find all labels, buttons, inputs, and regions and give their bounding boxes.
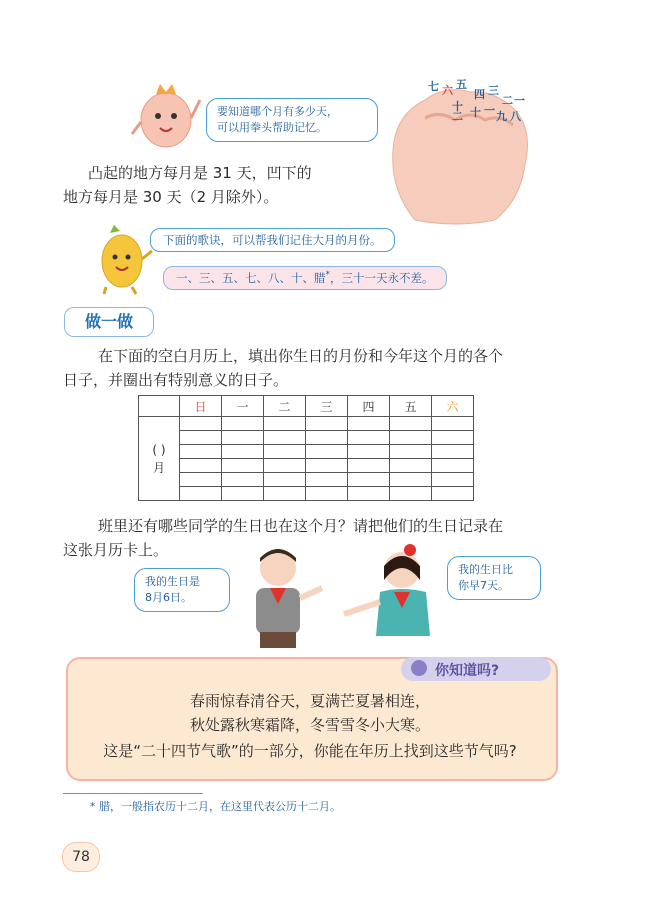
- header-sat: 六: [432, 396, 474, 417]
- day-cell[interactable]: [222, 445, 264, 459]
- boy-illustration: [240, 540, 330, 650]
- did-you-know-tag: [401, 657, 551, 681]
- intro-line-1: 凸起的地方每月是 31 天，凹下的: [88, 164, 312, 182]
- poem-question: 这是“二十四节气歌”的一部分，你能在年历上找到这些节气吗?: [103, 742, 517, 760]
- boy-speech-bubble: 我的生日是 8月6日。: [134, 568, 230, 612]
- day-cell[interactable]: [180, 473, 222, 487]
- poem-line-1: 春雨惊春清谷天，夏满芒夏暑相连，: [189, 692, 430, 710]
- day-cell[interactable]: [348, 417, 390, 431]
- girl-illustration: [340, 540, 440, 650]
- day-cell[interactable]: [390, 487, 432, 501]
- day-cell[interactable]: [348, 431, 390, 445]
- day-cell[interactable]: [306, 431, 348, 445]
- rhyme-hint-bubble: 下面的歌诀，可以帮我们记住大月的月份。: [150, 228, 395, 252]
- day-cell[interactable]: [432, 459, 474, 473]
- day-cell[interactable]: [222, 487, 264, 501]
- activity-title: 做一做: [64, 307, 154, 337]
- day-cell[interactable]: [180, 417, 222, 431]
- poem-line-2: 秋处露秋寒霜降，冬雪雪冬小大寒。: [189, 716, 430, 734]
- day-cell[interactable]: [264, 431, 306, 445]
- classmates-line-2: 这张月历卡上。: [63, 541, 169, 559]
- day-cell[interactable]: [264, 487, 306, 501]
- knuckle-labels: 七 六 五 四 三 二 一 十 二 十 一 九 八: [428, 78, 525, 123]
- header-fri: 五: [390, 396, 432, 417]
- rhyme-text-a: 一、三、五、七、八、十、腊: [176, 271, 326, 285]
- day-cell[interactable]: [180, 487, 222, 501]
- yellow-mascot-icon: [92, 225, 154, 295]
- day-cell[interactable]: [306, 459, 348, 473]
- day-cell[interactable]: [390, 445, 432, 459]
- day-cell[interactable]: [222, 431, 264, 445]
- day-cell[interactable]: [264, 473, 306, 487]
- classmates-line-1: 班里还有哪些同学的生日也在这个月？请把他们的生日记录在: [98, 517, 504, 535]
- blank-month-calendar: [138, 395, 474, 501]
- day-cell[interactable]: [432, 417, 474, 431]
- day-cell[interactable]: [264, 417, 306, 431]
- day-cell[interactable]: [348, 459, 390, 473]
- day-cell[interactable]: [348, 473, 390, 487]
- did-you-know-label: 你知道吗?: [435, 663, 500, 679]
- day-cell[interactable]: [264, 459, 306, 473]
- day-cell[interactable]: [222, 459, 264, 473]
- day-cell[interactable]: [222, 417, 264, 431]
- day-cell[interactable]: [180, 445, 222, 459]
- day-cell[interactable]: [264, 445, 306, 459]
- header-mon: 一: [222, 396, 264, 417]
- day-cell[interactable]: [432, 445, 474, 459]
- footnote-text: * 腊，一般指农历十二月，在这里代表公历十二月。: [90, 800, 341, 813]
- day-cell[interactable]: [348, 445, 390, 459]
- month-label-cell: [139, 417, 180, 501]
- footnote-rule: [63, 793, 203, 794]
- day-cell[interactable]: [390, 473, 432, 487]
- month-blank: ( ): [152, 442, 166, 457]
- day-cell[interactable]: [432, 431, 474, 445]
- rhyme-text-b: ，三十一天永不差。: [330, 271, 434, 285]
- header-tue: 二: [264, 396, 306, 417]
- girl-speech-bubble: 我的生日比 你早7天。: [447, 556, 541, 600]
- rhyme-text: [163, 266, 447, 290]
- day-cell[interactable]: [390, 417, 432, 431]
- day-cell[interactable]: [222, 473, 264, 487]
- day-cell[interactable]: [180, 459, 222, 473]
- day-cell[interactable]: [348, 487, 390, 501]
- fist-hint-bubble: 要知道哪个月有多少天， 可以用拳头帮助记忆。: [206, 98, 378, 142]
- day-cell[interactable]: [306, 487, 348, 501]
- day-cell[interactable]: [306, 445, 348, 459]
- header-wed: 三: [306, 396, 348, 417]
- day-cell[interactable]: [432, 487, 474, 501]
- page-number: 78: [62, 842, 100, 872]
- day-cell[interactable]: [306, 417, 348, 431]
- day-cell[interactable]: [306, 473, 348, 487]
- lightbulb-icon: [411, 660, 427, 676]
- day-cell[interactable]: [390, 431, 432, 445]
- activity-line-2: 日子，并圈出有特别意义的日子。: [63, 371, 289, 389]
- day-cell[interactable]: [432, 473, 474, 487]
- intro-line-2: 地方每月是 30 天（2 月除外）。: [63, 188, 279, 206]
- day-cell[interactable]: [180, 431, 222, 445]
- month-char: 月: [152, 460, 165, 475]
- header-thu: 四: [348, 396, 390, 417]
- pink-mascot-icon: [130, 82, 202, 152]
- footnote-star: *: [325, 270, 330, 281]
- calendar-corner: [139, 396, 180, 417]
- header-sun: 日: [180, 396, 222, 417]
- day-cell[interactable]: [390, 459, 432, 473]
- activity-line-1: 在下面的空白月历上，填出你生日的月份和今年这个月的各个: [98, 347, 504, 365]
